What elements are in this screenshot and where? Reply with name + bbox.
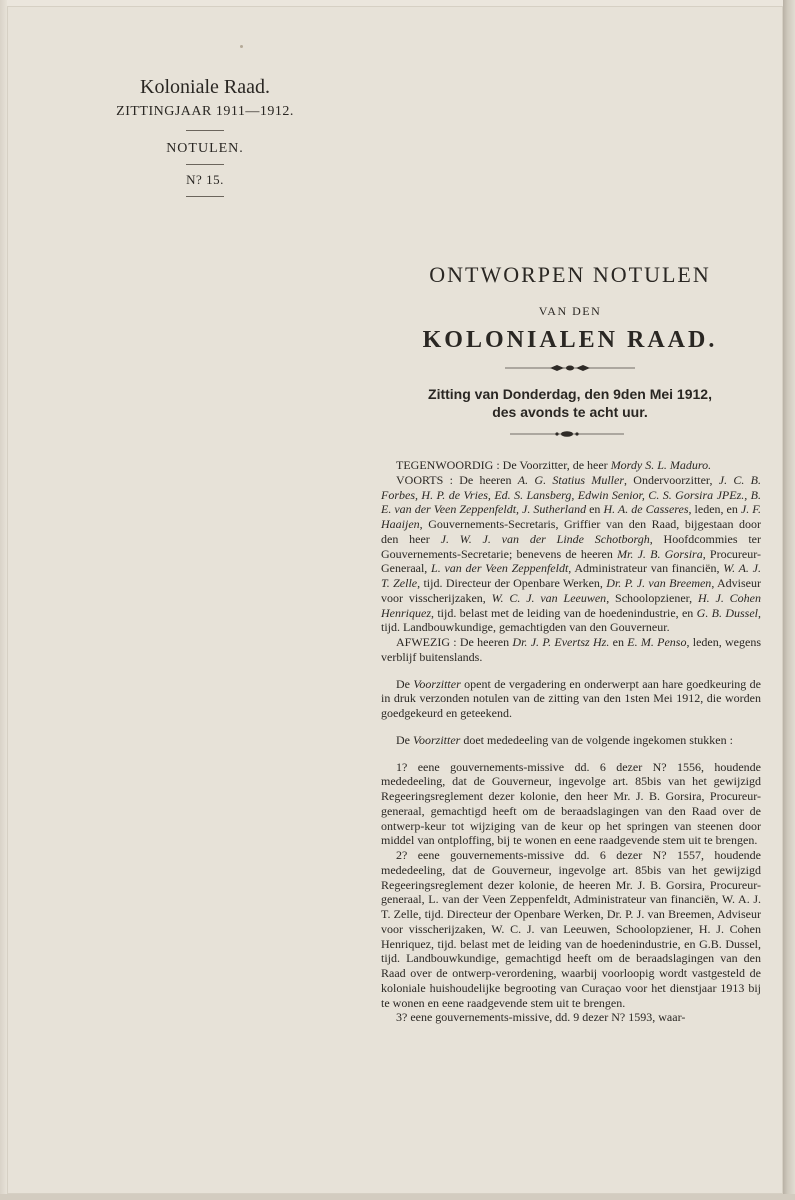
paper-speck bbox=[240, 45, 243, 48]
text-run: 1? eene gouvernements-missive dd. 6 dezer N? 1556, houdende mededeeling, dat de Gouverneur, ingevolge art. 85bis van het gewijzigd Regeeringsreglement dezer kolonie, den heer Mr. J. B. Gorsira, Procureur-generaal, gemachtigd heeft om de beraadslagingen van den Raad over de ontwerp-keur tot wijziging van de keur op het springen van steenen door middel van ontploffing, bij te wonen en eene raadgevende stem uit te brengen. bbox=[381, 759, 761, 848]
italic-name-run: H. A. de Casseres bbox=[603, 502, 689, 517]
text-run: 3? eene gouvernements-missive, dd. 9 dezer N? 1593, waar- bbox=[396, 1010, 686, 1025]
italic-name-run: J. F. Haaijen bbox=[381, 502, 762, 531]
session-line-1: Zitting van Donderdag, den 9den Mei 1912, bbox=[428, 386, 712, 402]
text-run: , leden, en bbox=[688, 502, 741, 517]
text-run: , tijd. Directeur der Openbare Werken, bbox=[417, 576, 607, 590]
item-2-paragraph bbox=[381, 848, 761, 1010]
item-1-paragraph bbox=[381, 760, 761, 849]
italic-name-run: W. C. J. van Leeuwen bbox=[491, 590, 607, 605]
issue-number: N? 15. bbox=[186, 172, 224, 187]
title-kolonialen-raad: KOLONIALEN RAAD. bbox=[422, 327, 718, 353]
header-rule-3 bbox=[186, 196, 224, 197]
session-date bbox=[370, 385, 770, 421]
italic-name-run: J. C. B. Forbes, H. P. de Vries, Ed. S. Lansberg, Edwin Senior, C. S. Gorsira JPEz., B. E. van der Veen Zeppenfeldt, J. Sutherland bbox=[381, 472, 762, 517]
text-run: , Gouvernements-Secretaris, Griffier van den Raad, bijgestaan door den heer bbox=[381, 517, 761, 546]
italic-name-run: Mr. J. B. Gorsira bbox=[617, 546, 703, 561]
item-3-paragraph bbox=[381, 1010, 761, 1025]
session-ornament-rule bbox=[510, 429, 624, 439]
attendance-present bbox=[381, 458, 761, 473]
text-run: opent de vergadering en onderwerpt aan hare goedkeuring de in druk verzonden notulen van de zitting van den 1sten Mei 1912, die worden goedgekeurd en geteekend. bbox=[381, 676, 762, 720]
text-run: , leden, wegens verblijf buitenslands. bbox=[381, 635, 762, 664]
text-run: doet mededeeling van de volgende ingekomen stukken : bbox=[460, 732, 733, 747]
text-run: , tijd. Landbouwkundige, gemachtigden van den Gouverneur. bbox=[381, 605, 761, 635]
italic-name-run: J. W. J. van der Linde Schotborgh bbox=[440, 531, 650, 546]
text-run: en bbox=[586, 502, 604, 517]
page-edge-left bbox=[0, 0, 7, 1200]
text-run: , Hoofdcommies ter Gouvernements-Secretarie; benevens de heeren bbox=[381, 531, 761, 561]
page-edge-right bbox=[783, 0, 795, 1200]
text-run: VOORTS : De heeren bbox=[396, 472, 518, 487]
announcement-paragraph bbox=[381, 733, 761, 748]
text-run: en bbox=[609, 635, 628, 649]
italic-name-run: Voorzitter bbox=[413, 676, 461, 691]
text-run: , Adviseur voor visscherijzaken, bbox=[381, 576, 761, 605]
opening-paragraph bbox=[381, 677, 761, 721]
text-run: De bbox=[396, 676, 414, 691]
document-title: ONTWORPEN NOTULEN bbox=[429, 262, 711, 287]
header-rule-2 bbox=[186, 164, 224, 165]
text-run: , tijd. belast met de leiding van de hoedenindustrie, en bbox=[431, 605, 697, 620]
title-van-den: VAN DEN bbox=[538, 304, 602, 318]
text-run: AFWEZIG : De heeren bbox=[396, 635, 513, 649]
header-rule-1 bbox=[186, 130, 224, 131]
notulen-label: NOTULEN. bbox=[166, 141, 244, 156]
session-year: ZITTINGJAAR 1911—1912. bbox=[116, 104, 294, 119]
italic-name-run: Dr. J. P. Evertsz Hz. bbox=[512, 635, 610, 649]
italic-name-run: A. G. Statius Muller bbox=[517, 472, 624, 487]
italic-name-run: Mordy S. L. Maduro. bbox=[610, 458, 712, 472]
attendance-absent bbox=[381, 635, 761, 665]
page-edge-bottom bbox=[0, 1194, 795, 1200]
text-run: , Ondervoorzitter, bbox=[624, 472, 719, 487]
text-run: 2? eene gouvernements-missive dd. 6 dezer N? 1557, houdende mededeeling, dat de Gouverneur, ingevolge art. 85bis van het gewijzigd Regeeringsreglement dezer kolonie, de heeren Mr. J. B. Gorsira, Procureur-generaal, L. van der Veen Zeppenfeldt, Administrateur van financiën, W. A. J. T. Zelle, tijd. Directeur der Openbare Werken, Dr. P. J. van Breemen, Adviseur voor visscherijzaken, W. C. J. van Leeuwen, Schoolopziener, H. J. Cohen Henriquez, tijd. belast met de leiding van de hoedenindustrie, en G.B. Dussel, tijd. Landbouwkundige, gemachtigd heeft om de beraadslagingen van den Raad over de ontwerp-verordening, waarbij voorloopig wordt vastgesteld de koloniale huishoudelijke begrooting van Curaçao voor het dienstjaar 1913 bij te wonen en eene raadgevende stem uit te brengen. bbox=[381, 848, 761, 1010]
session-line-2: des avonds te acht uur. bbox=[492, 404, 648, 420]
council-title: Koloniale Raad. bbox=[140, 76, 270, 98]
attendance-also bbox=[381, 473, 761, 635]
italic-name-run: E. M. Penso bbox=[627, 635, 687, 649]
text-run: , Administrateur van financiën, bbox=[568, 561, 724, 576]
text-run: TEGENWOORDIG : De Voorzitter, de heer bbox=[396, 458, 611, 472]
italic-name-run: L. van der Veen Zeppenfeldt bbox=[431, 561, 569, 576]
text-run: , Procureur-Generaal, bbox=[381, 546, 761, 576]
title-ornament-rule bbox=[505, 363, 635, 373]
italic-name-run: G. B. Dussel bbox=[696, 605, 758, 620]
text-run: , Schoolopziener, bbox=[606, 590, 699, 605]
italic-name-run: Dr. P. J. van Breemen bbox=[606, 576, 712, 590]
italic-name-run: Voorzitter bbox=[413, 732, 461, 747]
italic-name-run: H. J. Cohen Henriquez bbox=[381, 590, 762, 620]
text-run: De bbox=[396, 732, 413, 747]
italic-name-run: W. A. J. T. Zelle bbox=[381, 561, 761, 590]
minutes-body bbox=[381, 458, 761, 1025]
